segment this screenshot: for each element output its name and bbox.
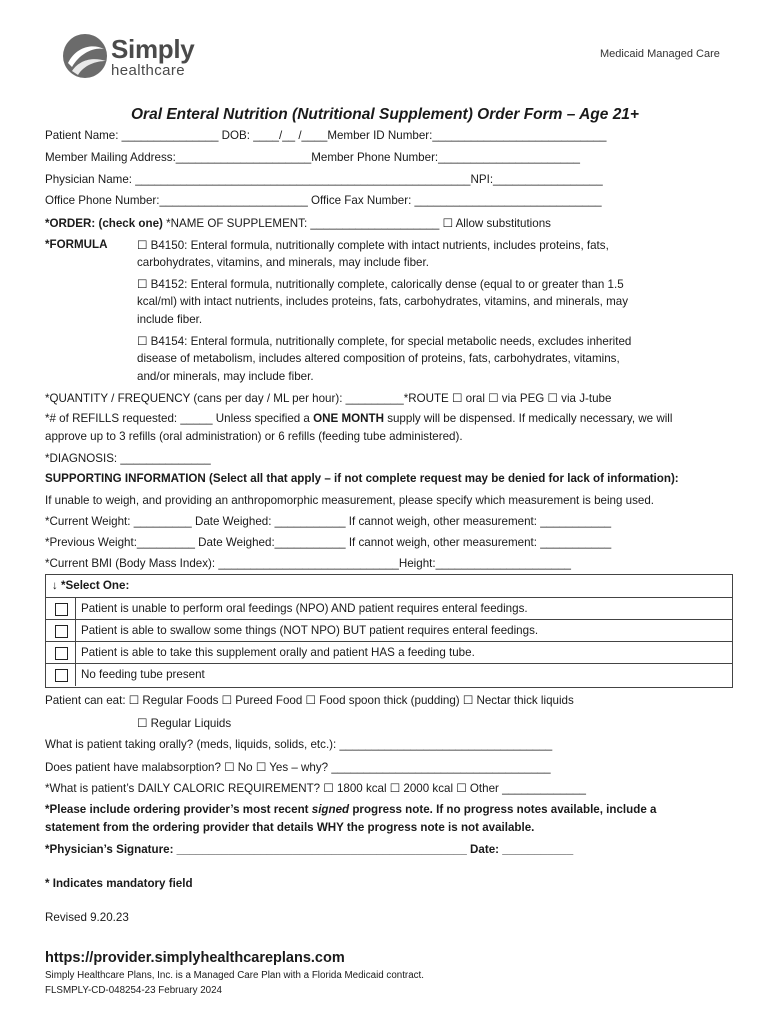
mailing-line[interactable]: Member Mailing Address:_____________________Member Phone Number:______________________ [45, 151, 581, 164]
refills-line[interactable] [45, 412, 672, 425]
bmi-height-line[interactable]: *Current BMI (Body Mass Index): ____________________________Height:_____________________ [45, 557, 571, 570]
malabsorption-line[interactable]: Does patient have malabsorption? ☐ No ☐ Yes – why? __________________________________ [45, 761, 551, 774]
provider-url-link[interactable]: https://provider.simplyhealthcareplans.com [45, 950, 345, 966]
select-row-not-npo[interactable] [46, 619, 732, 642]
note-text-2: progress note. If no progress notes available, include a [349, 803, 657, 816]
checkbox-cell [46, 642, 76, 664]
b4154-desc: disease of metabolism, includes altered composition of proteins, fats, carbohydrates, vitamins, [137, 352, 620, 365]
option-not-npo: Patient is able to swallow some things (NOT NPO) BUT patient requires enteral feedings. [81, 624, 539, 637]
option-npo: Patient is unable to perform oral feedings (NPO) AND patient requires enteral feedings. [81, 602, 528, 615]
select-row-feeding-tube[interactable] [46, 641, 732, 664]
patient-line[interactable]: Patient Name: _______________ DOB: ____/__ /____Member ID Number:___________________________ [45, 129, 607, 142]
current-weight-line[interactable]: *Current Weight: _________ Date Weighed: ___________ If cannot weigh, other measurement: ___________ [45, 515, 612, 528]
mandatory-note: * Indicates mandatory field [45, 877, 193, 890]
supporting-heading: SUPPORTING INFORMATION (Select all that apply – if not complete request may be denied for lack of information): [45, 472, 679, 485]
taking-orally-line[interactable]: What is patient taking orally? (meds, liquids, solids, etc.): _________________________________ [45, 738, 553, 751]
option-feeding-tube: Patient is able to take this supplement orally and patient HAS a feeding tube. [81, 646, 475, 659]
b4154-desc-2: and/or minerals, may include fiber. [137, 370, 314, 383]
caloric-line[interactable]: *What is patient’s DAILY CALORIC REQUIREMENT? ☐ 1800 kcal ☐ 2000 kcal ☐ Other _____________ [45, 782, 586, 795]
order-line[interactable] [45, 216, 551, 230]
b4150-option[interactable]: ☐ B4150: Enteral formula, nutritionally complete with intact nutrients, includes proteins, fats, [137, 239, 609, 252]
b4154-option[interactable]: ☐ B4154: Enteral formula, nutritionally complete, for special metabolic needs, excludes inherited [137, 335, 632, 348]
checkbox-cell [46, 598, 76, 620]
formula-label: *FORMULA [45, 238, 108, 251]
select-one-header: ↓ *Select One: [52, 579, 130, 592]
b4152-desc: kcal/ml) with intact nutrients, includes proteins, fats, carbohydrates, vitamins, and minerals, may [137, 295, 629, 308]
checkbox-cell [46, 664, 76, 686]
select-row-npo[interactable] [46, 597, 732, 620]
select-one-header-row [46, 575, 732, 597]
signature-line[interactable]: *Physician’s Signature: _____________________________________________ Date: ___________ [45, 843, 574, 856]
option-no-tube: No feeding tube present [81, 668, 205, 681]
b4152-option[interactable]: ☐ B4152: Enteral formula, nutritionally complete, calorically dense (equal to or greater than 1.5 [137, 278, 624, 291]
checkbox-no-tube[interactable] [55, 669, 68, 682]
b4150-desc: carbohydrates, vitamins, and minerals, may include fiber. [137, 256, 429, 269]
refills-text: *# of REFILLS requested: _____ Unless specified a [45, 412, 314, 425]
can-eat-line[interactable]: Patient can eat: ☐ Regular Foods ☐ Pureed Food ☐ Food spoon thick (pudding) ☐ Nectar thick liquids [45, 694, 574, 707]
checkbox-feeding-tube[interactable] [55, 647, 68, 660]
progress-note-line-2: statement from the ordering provider that details WHY the progress note is not available. [45, 821, 535, 834]
b4152-desc-2: include fiber. [137, 313, 203, 326]
checkbox-cell [46, 620, 76, 642]
header-label: Medicaid Managed Care [600, 48, 720, 60]
select-one-table [45, 574, 733, 688]
progress-note-line [45, 803, 656, 816]
quantity-route-line[interactable]: *QUANTITY / FREQUENCY (cans per day / ML per hour): _________*ROUTE ☐ oral ☐ via PEG ☐ via J-tube [45, 392, 612, 405]
checkbox-npo[interactable] [55, 603, 68, 616]
logo-word-simply: Simply [111, 34, 195, 64]
diagnosis-line[interactable]: *DIAGNOSIS: ______________ [45, 452, 211, 465]
supplement-field[interactable]: *NAME OF SUPPLEMENT: ____________________ ☐ Allow substitutions [162, 217, 551, 230]
logo-word-healthcare: healthcare [111, 62, 186, 79]
physician-line[interactable]: Physician Name: ____________________________________________________NPI:_________________ [45, 173, 603, 186]
revised-date: Revised 9.20.23 [45, 911, 129, 924]
select-row-no-tube[interactable] [46, 663, 732, 687]
previous-weight-line[interactable]: *Previous Weight:_________ Date Weighed:___________ If cannot weigh, other measurement: ___________ [45, 536, 612, 549]
note-text: *Please include ordering provider’s most recent [45, 803, 312, 816]
footer-form-id: FLSMPLY-CD-048254-23 February 2024 [45, 985, 222, 996]
refills-line-2: approve up to 3 refills (oral administration) or 6 refills (feeding tube administered). [45, 430, 463, 443]
checkbox-not-npo[interactable] [55, 625, 68, 638]
refills-text-2: supply will be dispensed. If medically necessary, we will [383, 412, 673, 425]
one-month-text: ONE MONTH [313, 412, 384, 425]
footer-disclaimer: Simply Healthcare Plans, Inc. is a Managed Care Plan with a Florida Medicaid contract. [45, 970, 424, 981]
form-title: Oral Enteral Nutrition (Nutritional Supplement) Order Form – Age 21+ [131, 106, 639, 123]
note-signed: signed [311, 803, 350, 816]
regular-liquids-option[interactable]: ☐ Regular Liquids [137, 717, 232, 730]
unable-weigh-note: If unable to weigh, and providing an anthropomorphic measurement, please specify which measurement is being used. [45, 494, 655, 507]
office-line[interactable]: Office Phone Number:_______________________ Office Fax Number: _____________________________ [45, 194, 602, 207]
order-label: *ORDER: (check one) [45, 217, 163, 230]
simply-logo-icon [62, 33, 108, 79]
